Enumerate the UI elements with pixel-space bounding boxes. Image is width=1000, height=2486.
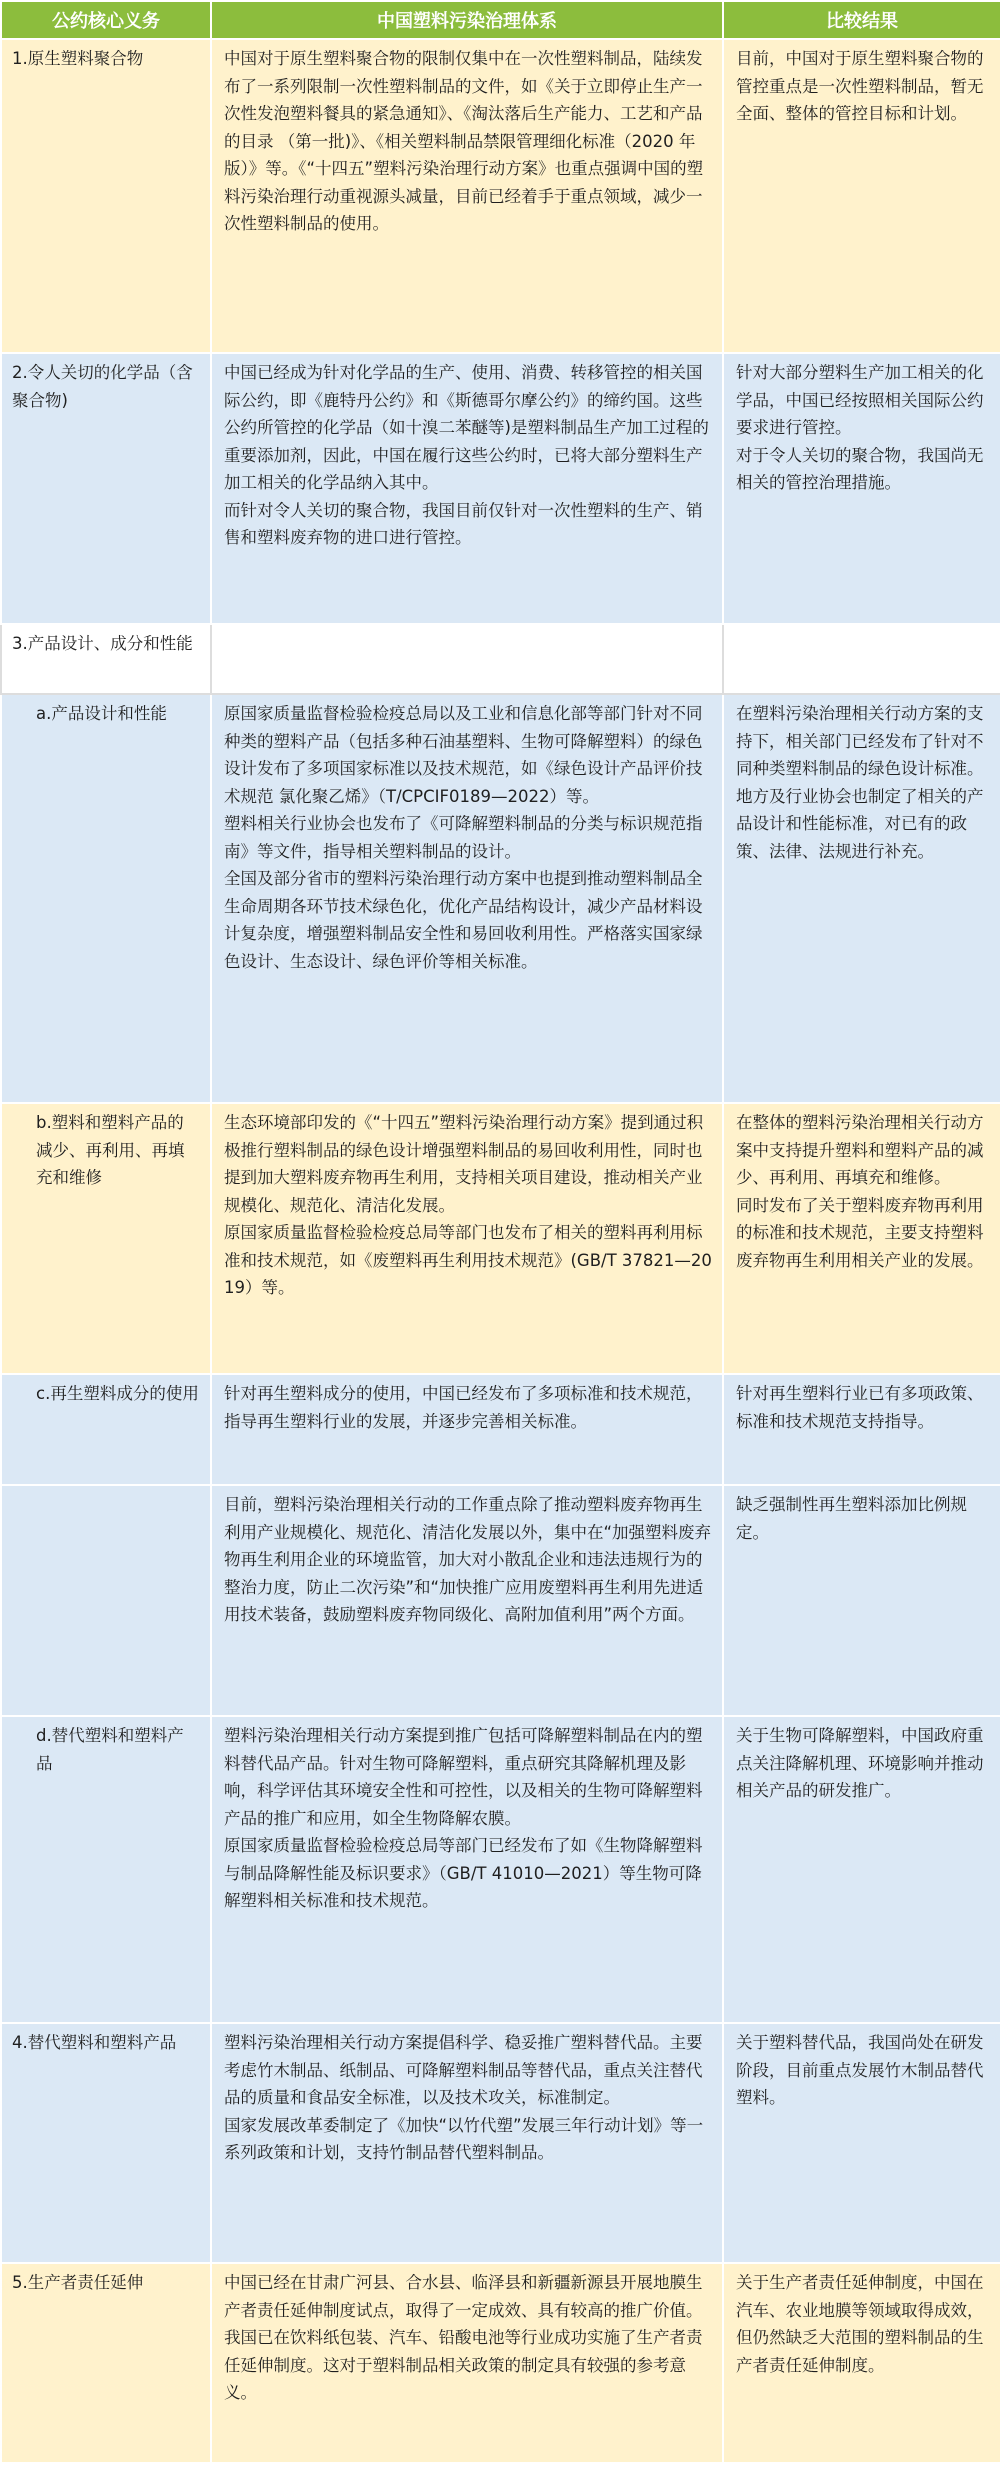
result-cell: [723, 694, 1000, 1103]
table-row: [1, 1716, 1000, 2023]
system-cell: [211, 2023, 723, 2263]
result-paragraph: 关于生产者责任延伸制度，中国在汽车、农业地膜等领域取得成效，但仍然缺乏大范围的塑料制品的生产者责任延伸制度。: [736, 2273, 984, 2375]
system-paragraph: 中国已经成为针对化学品的生产、使用、消费、转移管控的相关国际公约，即《鹿特丹公约》和《斯德哥尔摩公约》的缔约国。这些公约所管控的化学品（如十溴二苯醚等)是塑料制品生产加工过程的重要添加剂，因此，中国在履行这些公约时，已将大部分塑料生产加工相关的化学品纳入其中。: [224, 363, 709, 492]
table-row: [1, 1485, 1000, 1716]
table-header-row: [1, 1, 1000, 39]
result-paragraph: 缺乏强制性再生塑料添加比例规定。: [736, 1495, 967, 1542]
obligation-cell: c.再生塑料成分的使用: [1, 1374, 211, 1485]
system-cell: [211, 1374, 723, 1485]
system-cell: [211, 1716, 723, 2023]
result-cell: [723, 353, 1000, 624]
obligation-cell: b.塑料和塑料产品的减少、再利用、再填充和维修: [1, 1103, 211, 1374]
system-paragraph: 我国已在饮料纸包装、汽车、铅酸电池等行业成功实施了生产者责任延伸制度。这对于塑料制品相关政策的制定具有较强的参考意义。: [224, 2328, 703, 2402]
system-cell: [211, 624, 723, 694]
system-cell: [211, 1103, 723, 1374]
system-paragraph: 原国家质量监督检验检疫总局等部门也发布了相关的塑料再利用标准和技术规范，如《废塑料再生利用技术规范》(GB/T 37821—2019）等。: [224, 1223, 712, 1297]
system-paragraph: 中国对于原生塑料聚合物的限制仅集中在一次性塑料制品，陆续发布了一系列限制一次性塑料制品的文件，如《关于立即停止生产一次性发泡塑料餐具的紧急通知》、《淘汰落后生产能力、工艺和产品的目录 （第一批)》、《相关塑料制品禁限管理细化标准（2020 年版）》等。《“十四五”塑料污染治理行动方案》也重点强调中国的塑料污染治理行动重视源头减量，目前已经着手于重点领域，减少一次性塑料制品的使用。: [224, 49, 704, 233]
table-row: [1, 1374, 1000, 1485]
result-paragraph: 在整体的塑料污染治理相关行动方案中支持提升塑料和塑料产品的减少、再利用、再填充和维修。: [736, 1113, 984, 1187]
table-row: [1, 353, 1000, 624]
system-cell: [211, 39, 723, 353]
table-row: [1, 39, 1000, 353]
result-cell: [723, 2263, 1000, 2463]
result-paragraph: 关于生物可降解塑料，中国政府重点关注降解机理、环境影响并推动相关产品的研发推广。: [736, 1726, 984, 1800]
obligation-cell: 5.生产者责任延伸: [1, 2263, 211, 2463]
system-paragraph: 原国家质量监督检验检疫总局等部门已经发布了如《生物降解塑料与制品降解性能及标识要求》（GB/T 41010—2021）等生物可降解塑料相关标准和技术规范。: [224, 1836, 703, 1910]
table-row: [1, 624, 1000, 694]
header-obligation: 公约核心义务: [1, 1, 211, 39]
result-cell: [723, 39, 1000, 353]
result-paragraph: 在塑料污染治理相关行动方案的支持下，相关部门已经发布了针对不同种类塑料制品的绿色设计标准。: [736, 704, 984, 778]
system-paragraph: 塑料污染治理相关行动方案提倡科学、稳妥推广塑料替代品。主要考虑竹木制品、纸制品、可降解塑料制品等替代品，重点关注替代品的质量和食品安全标准，以及技术攻关，标准制定。: [224, 2033, 703, 2107]
obligation-cell: 4.替代塑料和塑料产品: [1, 2023, 211, 2263]
system-cell: [211, 2263, 723, 2463]
system-paragraph: 生态环境部印发的《“十四五”塑料污染治理行动方案》提到通过积极推行塑料制品的绿色设计增强塑料制品的易回收利用性，同时也提到加大塑料废弃物再生利用，支持相关项目建设，推动相关产业规模化、规范化、清洁化发展。: [224, 1113, 704, 1215]
obligation-cell: [1, 1485, 211, 1716]
result-paragraph: 同时发布了关于塑料废弃物再利用的标准和技术规范，主要支持塑料废弃物再生利用相关产业的发展。: [736, 1195, 984, 1270]
table-row: [1, 2023, 1000, 2263]
system-paragraph: 而针对令人关切的聚合物，我国目前仅针对一次性塑料的生产、销售和塑料废弃物的进口进行管控。: [224, 500, 703, 547]
result-cell: [723, 1103, 1000, 1374]
header-china-system: 中国塑料污染治理体系: [211, 1, 723, 39]
obligation-cell: 2.令人关切的化学品（含聚合物): [1, 353, 211, 624]
result-cell: [723, 1716, 1000, 2023]
result-cell: [723, 1485, 1000, 1716]
result-cell: [723, 624, 1000, 694]
system-paragraph: 目前，塑料污染治理相关行动的工作重点除了推动塑料废弃物再生利用产业规模化、规范化、清洁化发展以外，集中在“加强塑料废弃物再生利用企业的环境监管，加大对小散乱企业和违法违规行为的整治力度，防止二次污染”和“加快推广应用废塑料再生利用先进适用技术装备，鼓励塑料废弃物同级化、高附加值利用”两个方面。: [224, 1495, 712, 1624]
result-cell: [723, 2023, 1000, 2263]
result-paragraph: 针对再生塑料行业已有多项政策、标准和技术规范支持指导。: [736, 1384, 984, 1431]
system-paragraph: 全国及部分省市的塑料污染治理行动方案中也提到推动塑料制品全生命周期各环节技术绿色化，优化产品结构设计，减少产品材料设计复杂度，增强塑料制品安全性和易回收利用性。严格落实国家绿色设计、生态设计、绿色评价等相关标准。: [224, 869, 703, 971]
table-row: [1, 694, 1000, 1103]
header-result: 比较结果: [723, 1, 1000, 39]
obligation-cell: 1.原生塑料聚合物: [1, 39, 211, 353]
system-paragraph: 针对再生塑料成分的使用，中国已经发布了多项标准和技术规范，指导再生塑料行业的发展，并逐步完善相关标准。: [224, 1384, 703, 1431]
result-paragraph: 目前，中国对于原生塑料聚合物的管控重点是一次性塑料制品，暂无全面、整体的管控目标和计划。: [736, 49, 984, 123]
table-row: [1, 2263, 1000, 2463]
system-paragraph: 中国已经在甘肃广河县、合水县、临泽县和新疆新源县开展地膜生产者责任延伸制度试点，取得了一定成效、具有较高的推广价值。: [224, 2273, 703, 2320]
obligation-cell: d.替代塑料和塑料产品: [1, 1716, 211, 2023]
system-paragraph: 原国家质量监督检验检疫总局以及工业和信息化部等部门针对不同种类的塑料产品（包括多种石油基塑料、生物可降解塑料）的绿色设计发布了多项国家标准以及技术规范，如《绿色设计产品评价技术规范 氯化聚乙烯》（T/CPCIF0189—2022）等。: [224, 704, 703, 806]
result-paragraph: 针对大部分塑料生产加工相关的化学品，中国已经按照相关国际公约要求进行管控。: [736, 363, 984, 437]
obligation-cell: 3.产品设计、成分和性能: [1, 624, 211, 694]
result-paragraph: 关于塑料替代品，我国尚处在研发阶段，目前重点发展竹木制品替代塑料。: [736, 2033, 984, 2107]
result-cell: [723, 1374, 1000, 1485]
system-cell: [211, 1485, 723, 1716]
system-cell: [211, 353, 723, 624]
system-cell: [211, 694, 723, 1103]
system-paragraph: 塑料相关行业协会也发布了《可降解塑料制品的分类与标识规范指南》等文件，指导相关塑料制品的设计。: [224, 814, 703, 861]
result-paragraph: 对于令人关切的聚合物，我国尚无相关的管控治理措施。: [736, 445, 984, 492]
system-paragraph: 塑料污染治理相关行动方案提到推广包括可降解塑料制品在内的塑料替代品产品。针对生物可降解塑料，重点研究其降解机理及影响，科学评估其环境安全性和可控性，以及相关的生物可降解塑料产品的推广和应用，如全生物降解农膜。: [224, 1726, 703, 1828]
table-row: [1, 1103, 1000, 1374]
obligation-cell: a.产品设计和性能: [1, 694, 211, 1103]
result-paragraph: 地方及行业协会也制定了相关的产品设计和性能标准，对已有的政策、法律、法规进行补充。: [736, 786, 984, 861]
system-paragraph: 国家发展改革委制定了《加快“以竹代塑”发展三年行动计划》等一系列政策和计划，支持竹制品替代塑料制品。: [224, 2115, 704, 2162]
